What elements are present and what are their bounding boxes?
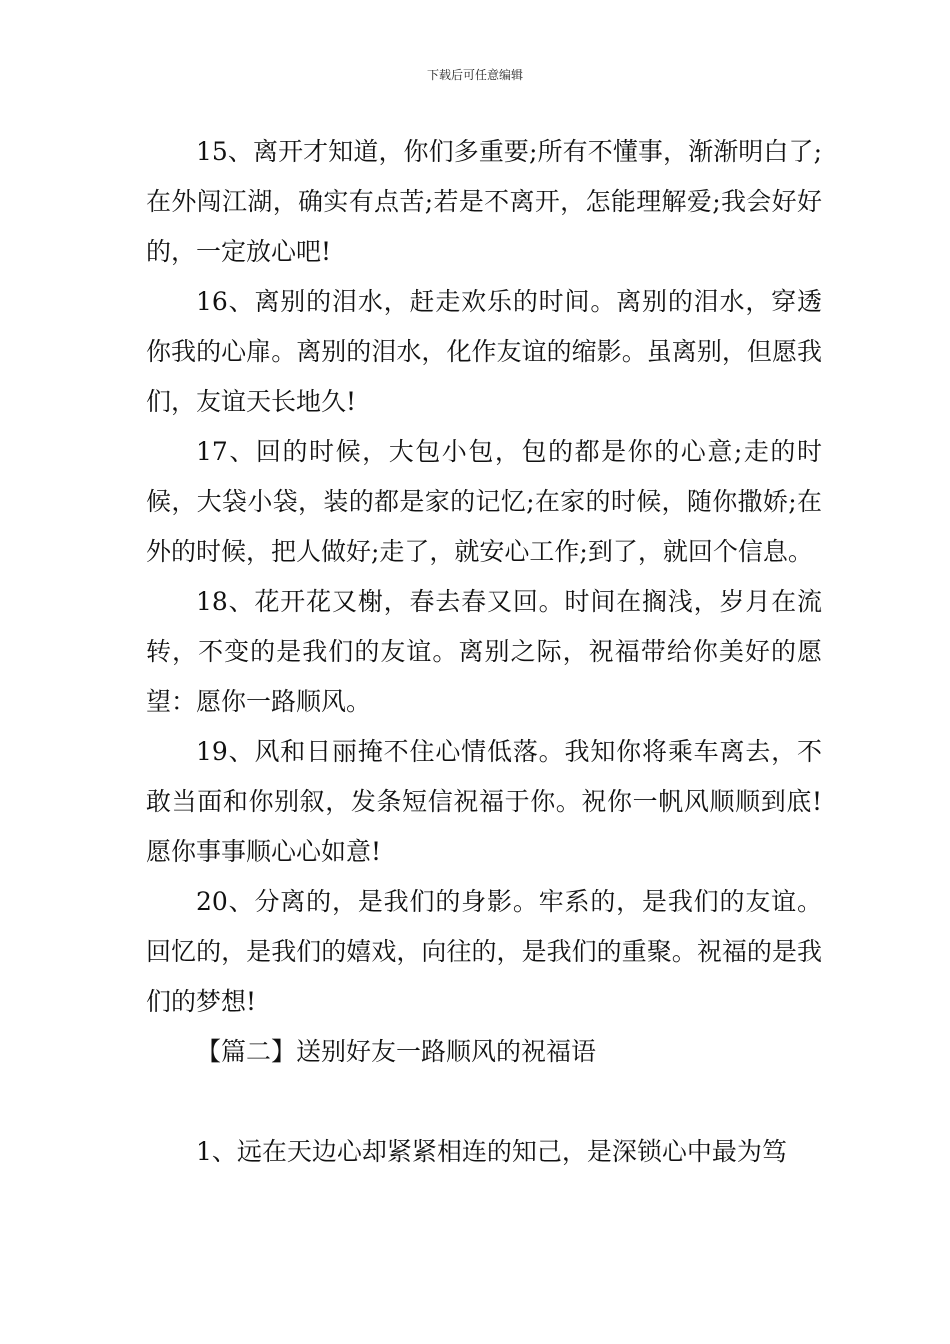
paragraph-18: 18、花开花又榭，春去春又回。时间在搁浅，岁月在流转，不变的是我们的友谊。离别之际，祝福带给你美好的愿望：愿你一路顺风。 <box>146 587 822 716</box>
paragraph-20: 20、分离的，是我们的身影。牢系的，是我们的友谊。回忆的，是我们的嬉戏，向往的，是我们的重聚。祝福的是我们的梦想! <box>146 887 822 1016</box>
section-heading: 【篇二】送别好友一路顺风的祝福语 <box>196 1037 597 1066</box>
document-body <box>146 127 822 1177</box>
paragraph-1: 1、远在天边心却紧紧相连的知己，是深锁心中最为笃 <box>196 1137 787 1166</box>
paragraph-15: 15、离开才知道，你们多重要;所有不懂事，渐渐明白了;在外闯江湖，确实有点苦;若是不离开，怎能理解爱;我会好好的，一定放心吧! <box>146 137 822 266</box>
paragraph-19: 19、风和日丽掩不住心情低落。我知你将乘车离去，不敢当面和你别叙，发条短信祝福于你。祝你一帆风顺顺到底!愿你事事顺心心如意! <box>146 737 822 866</box>
paragraph-17: 17、回的时候，大包小包，包的都是你的心意;走的时候，大袋小袋，装的都是家的记忆;在家的时候，随你撒娇;在外的时候，把人做好;走了，就安心工作;到了，就回个信息。 <box>146 437 822 566</box>
paragraph-16: 16、离别的泪水，赶走欢乐的时间。离别的泪水，穿透你我的心扉。离别的泪水，化作友谊的缩影。虽离别，但愿我们，友谊天长地久! <box>146 287 822 416</box>
spacer <box>146 1077 822 1127</box>
page-header: 下载后可任意编辑 <box>426 68 523 82</box>
